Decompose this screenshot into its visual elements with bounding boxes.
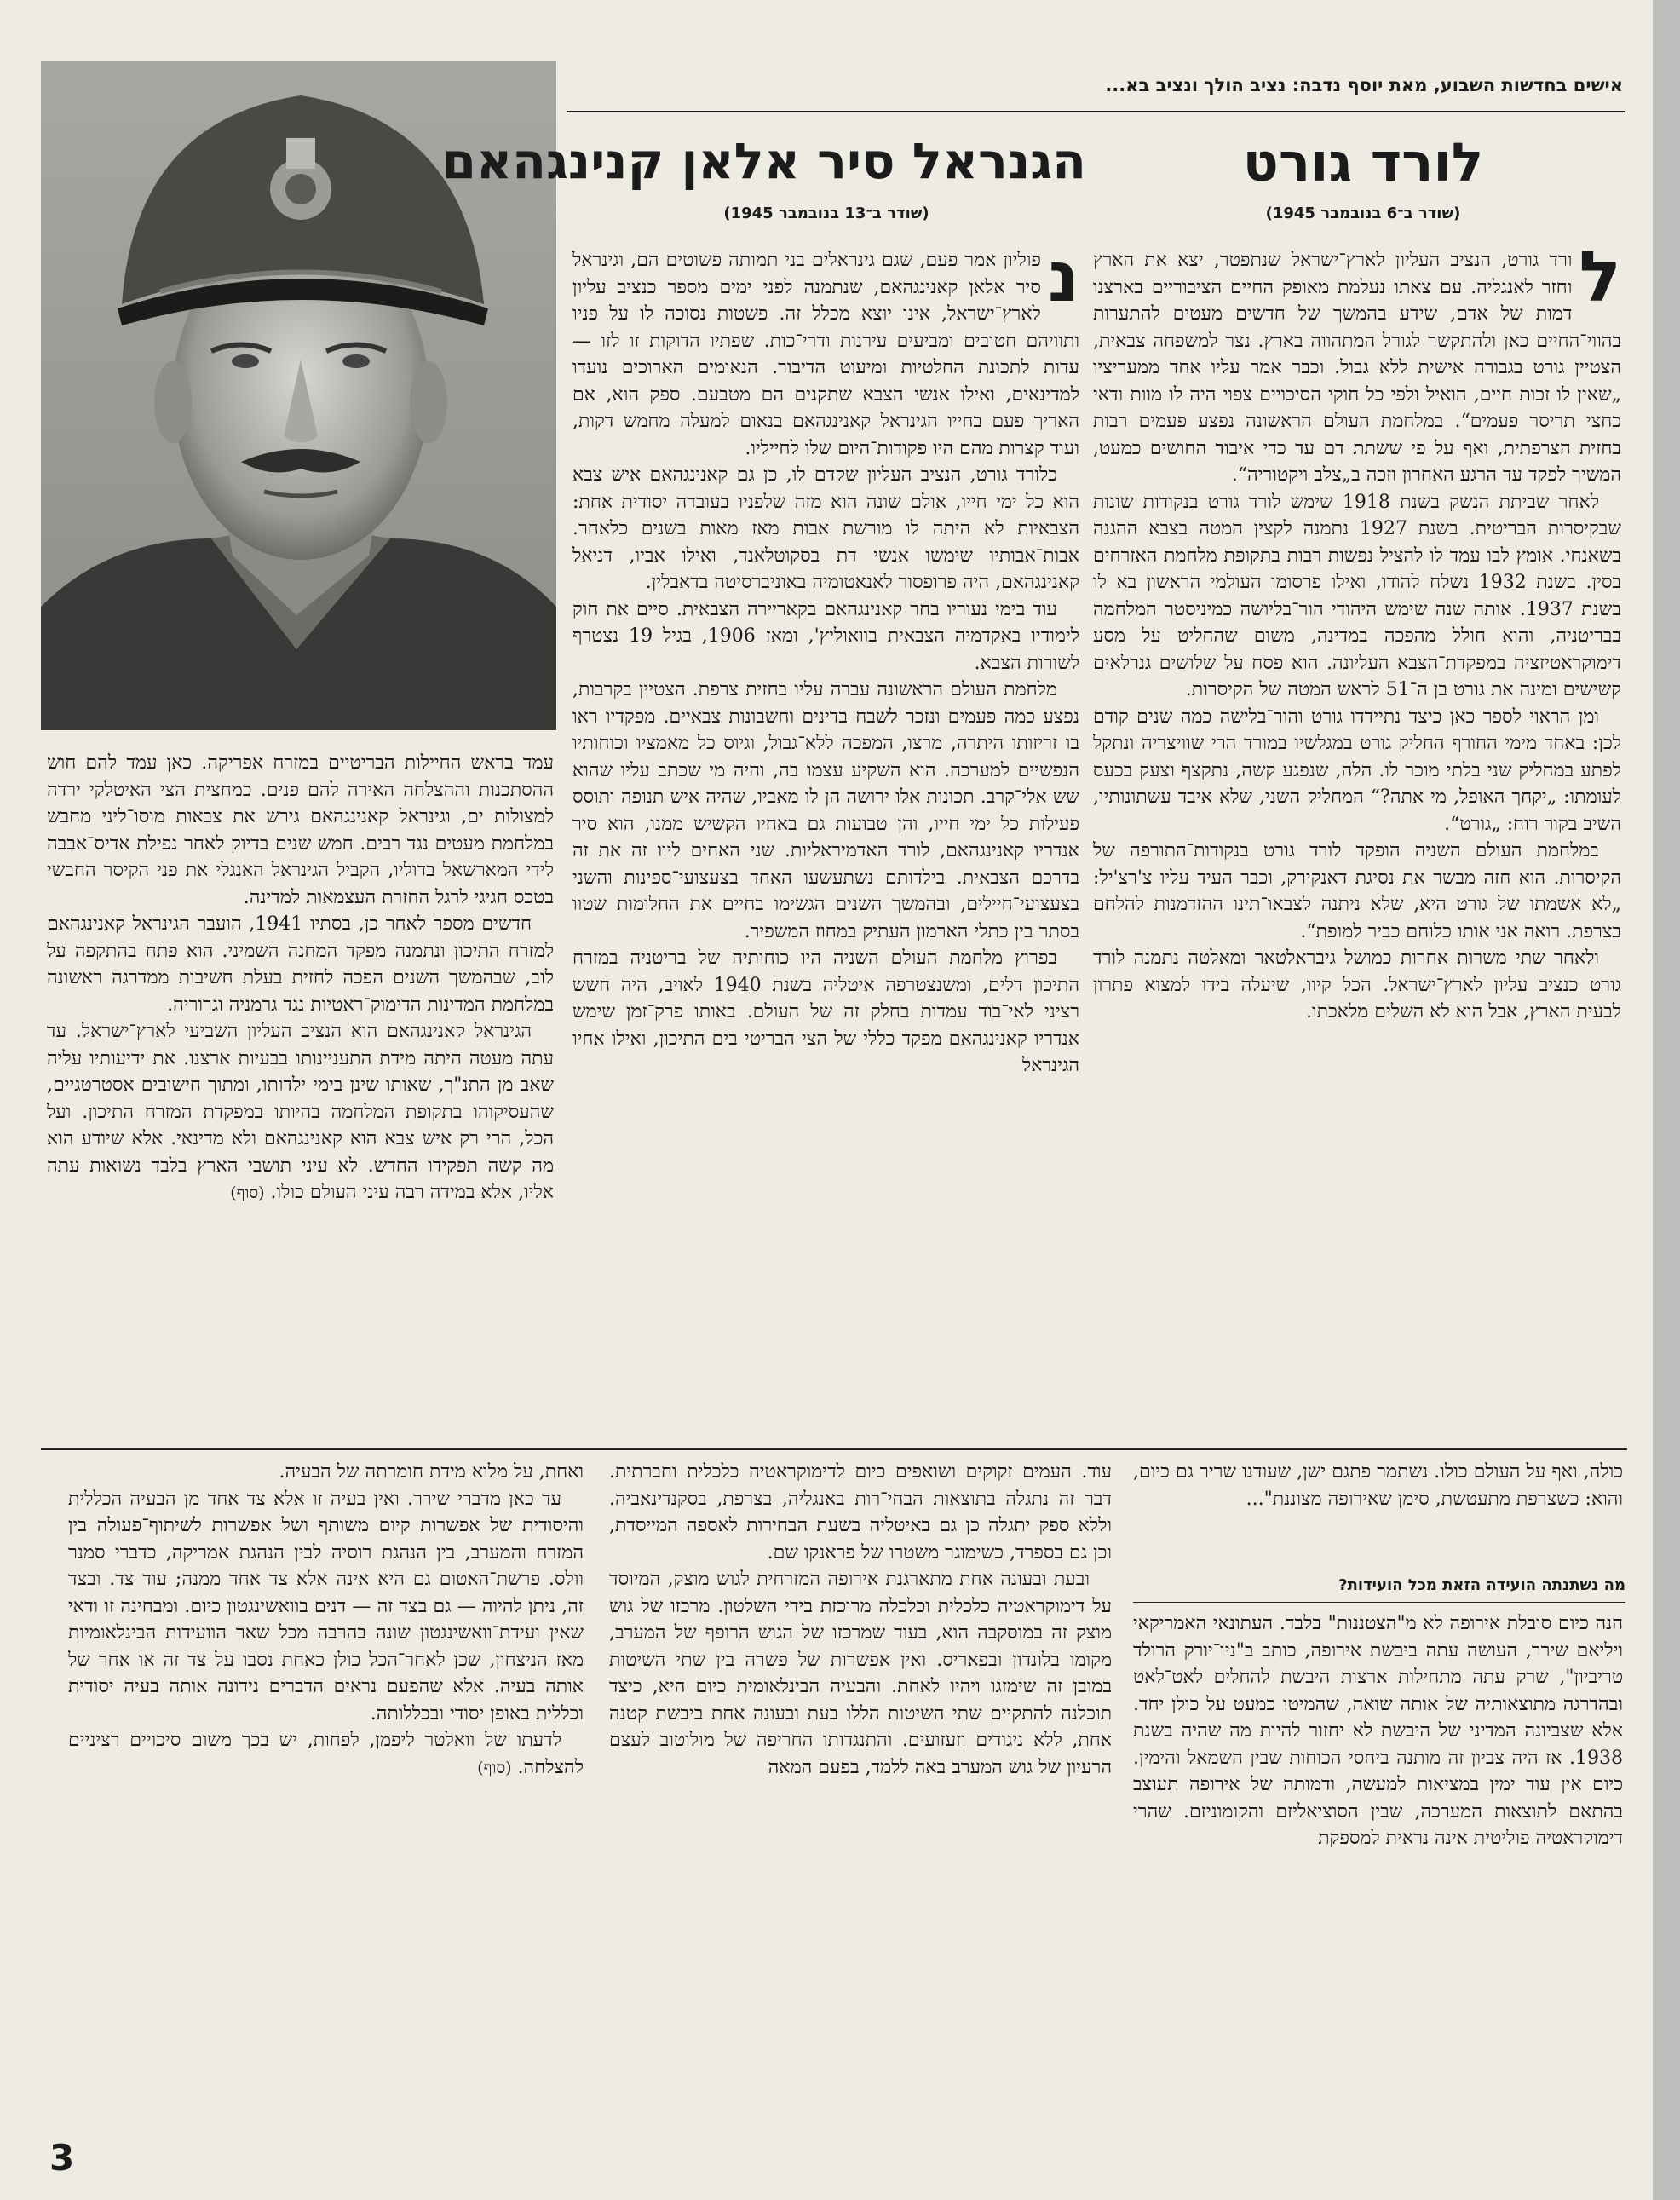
bottom-col-1-para-1: כולה, ואף על העולם כולו. נשתמר פתגם ישן, שעודנו שריר גם כיום, והוא: כשצרפת מתעטשת, סימן שאירופה מצוננת"... (1133, 1461, 1623, 1510)
bottom-col-2-para-1: עוד. העמים זקוקים ושואפים כיום לדימוקראטיה כלכלית וחברתית. דבר זה נתגלה בתוצאות הבחי־רות באנגליה, בצרפת, בסקנדינאביה. וללא ספק יתגלה כן גם באיטליה בשעת הבחירות לאספה המייסדת, וכן גם בספרד, כשימוגר משטרו של פראנקו שם. (609, 1461, 1112, 1564)
article-1-title: לורד גורט (1242, 131, 1484, 193)
bottom-col-2 (609, 1459, 1112, 2123)
bottom-col-1-top (1133, 1459, 1623, 1569)
continuation-para-3: הגינראל קאנינגהאם הוא הנציב העליון השביעי לארץ־ישראל. עד עתה מעטה היתה מידת התעניינותו בבעיות ארצנו. את ידיעותיו עליה שאב מן התנ"ך, שאותו שינן בימי ילדותו, ומתוך חישובים אסטרטגיים, שהעסיקוהו בתקופת המלחמה בהיותו במפקדת המזרח התיכון. ועל הכל, הרי רק איש צבא הוא קאנינגהאם ולא מדינאי. אלא שיודע הוא מה קשה תפקידו החדש. לא עיני תושבי הארץ בלבד נשואות עתה אליו, אלא במידה רבה עיני העולם כולו. (סוף) (47, 1021, 554, 1203)
article-1-body (1093, 247, 1621, 1436)
bottom-subtitle: מה נשתנתה הועידה הזאת מכל הועידות? (1338, 1576, 1625, 1594)
article-1-para-4: במלחמת העולם השניה הופקד לורד גורט בנקודות־התורפה של הקיסרות. הוא חזה מבשר את נסיגת דאנקירק, וכבר העיד עליו צ'רצ'יל: „לא אשמתו של גורט היא, שלא ניתנה לצבאו־תינו ההזדמנות להלחם בצרפת. רואה אני אותו כלוחם כביר למופת“. (1093, 840, 1621, 942)
article-1-para-5: ולאחר שתי משרות אחרות כמושל גיבראלטאר ומאלטה נתמנה לורד גורט כנציב עליון לארץ־ישראל. הכל קיוו, שיעלה בידו למצוא פתרון לבעית הארץ, אבל הוא לא השלים מלאכתו. (1093, 947, 1621, 1022)
header-rule (567, 111, 1625, 112)
bottom-col-3-para-3: לדעתו של וואלטר ליפמן, לפחות, יש בכך משום סיכויים רציניים להצלחה. (סוף) (68, 1730, 584, 1778)
article-2-para-3: עוד בימי נעוריו בחר קאנינגהאם בקאריירה הצבאית. סיים את חוק לימודיו באקדמיה הצבאית בוואוליץ', ומאז 1906, בגיל 19 נצטרף לשורות הצבא. (572, 598, 1079, 674)
article-2-continuation (47, 750, 554, 1436)
page-edge (1653, 0, 1680, 2200)
article-2-para-1: נ פוליון אמר פעם, שגם גינראלים בני תמותה פשוטים הם, וגינראל סיר אלאן קאנינגהאם, שנתמנה לפני ימים מספר כנציב עליון לארץ־ישראל, אינו יוצא מכלל זה. פשטות נסוכה לו על פניו ותוויהם חטובים ומביעים עירנות ודרי־כות. שפתיו הדוקות זו לזו — עדות לתכונת החלטיות ומיעוט הדיבור. הנאומים הארוכים נועדו למדינאים, ואילו אנשי הצבא שתקנים הם מטבעם. ספק הוא, אם האריך פעם בחייו הגינראל קאנינגהאם בנאום למעלה מחמש דקות, ועוד קצרות מהם היו פקודות־היום שלו לחייליו. (572, 247, 1079, 459)
bottom-col-3-para-1: ואחת, על מלוא מידת חומרתה של הבעיה. (279, 1461, 584, 1483)
bottom-col-2-para-2: ובעת ובעונה אחת מתארגנת אירופה המזרחית לגוש מוצק, המיוסד על דימוקראטיה כלכלית וכלכלה מרוכזת בידי השלטון. מרכזו של גוש מוצק זה במוסקבה הוא, בעוד שמרכזו של הגוש הרופף של המערב, מקומו בלונדון ובפאריס. ואין אפשרות של פשרה בין שתי השיטות במובן זה שימזגו ויהיו לאחת. והבעיה הבינלאומית כיום היא, כיצד תוכלנה להתקיים שתי השיטות הללו בעת ובעונה אחת ביבשת קטנה אחת, ללא ניגודים וזעזועים. והתנגדותו החריפה של מולוטוב לעצם הרעיון של גוש המערב באה ללמד, בפעם המאה (609, 1569, 1112, 1778)
article-1-para-1: ל ורד גורט, הנציב העליון לארץ־ישראל שנתפטר, יצא את הארץ וחזר לאנגליה. עם צאתו נעלמת מאופק החיים הציבוריים בארצנו דמות של אדם, שידע בהמשך של חדשים מעטים להתערות בהווי־החיים כאן ולהתקשר לגורל המתהווה בארץ. נצר למשפחה צבאית, הצטיין גורט בגבורה אישית ללא גבול. וכבר אמר עליו אחד ממעריציו „שאין לו זכות חיים, הואיל ולפי כל חוקי הסיכויים צפוי היה לו מוות ודאי כחצי תריסר פעמים“. במלחמת העולם הראשונה נפצע פעמים רבות בחזית הצרפתית, ואף על פי ששתת דם עד כדי איבוד החושים כמעט, המשיך לפקד עד הרגע האחרון וזכה ב„צלב ויקטוריה“. (1093, 247, 1621, 486)
end-mark: (סוף) (230, 1184, 265, 1202)
bottom-col-3 (68, 1459, 584, 2115)
page-header: אישים בחדשות השבוע, מאת יוסף נדבה: נציב הולך ונציב בא... (1105, 75, 1623, 95)
continuation-para-1: עמד בראש החיילות הבריטיים במזרח אפריקה. כאן עמד להם חוש ההסתכנות וההצלחה האירה להם פנים. כמחצית הצי האיטלקי ירדה למצולות ים, וגינראל קאנינגהאם גירש את צבאות מוסו־ליני מחבש במלחמת מעטים נגד רבים. חמש שנים בדיוק לאחר נפילת אדיס־אבבה לידי המארשאל בדוליו, הקביל הגינראל האנגלי את פני הקיסר החבשי בטכס חגיגי לרגל החזרת העצמאות למדינה. (47, 752, 554, 908)
article-2-date: (שודר ב־13 בנובמבר 1945) (723, 204, 929, 222)
article-2-title: הגנראל סיר אלאן קנינגהאם (441, 132, 1086, 190)
bottom-end-mark: (סוף) (477, 1758, 512, 1777)
article-2-dropcap: נ (1047, 247, 1079, 318)
bottom-col-1-para-2: הנה כיום סובלת אירופה לא מ"הצטננות" בלבד. העתונאי האמריקאי ויליאם שירר, העושה עתה ביבשת אירופה, כותב ב"ניו־יורק הרולד טריביון", שרק עתה מתחילות ארצות היבשת להחלים לאט־לאט ובהדרגה מתוצאותיה של אותה שואה, שהמיטו כמעט על כולן יחד. אלא שצביונה המדיני של היבשת לא יחזור להיות מה שהיה בשנת 1938. אז היה צביון זה מותנה ביחסי הכוחות שבין השמאל והימין. כיום אין עוד ימין במציאות למעשה, ודמותה של אירופה תעוצב בהתאם לתוצאות המערכה, שבין הסוציאליזם והקומוניזם. שהרי דימוקראטיה פוליטית אינה נראית למספקת (1133, 1613, 1623, 1849)
article-2-para-4: מלחמת העולם הראשונה עברה עליו בחזית צרפת. הצטיין בקרבות, נפצע כמה פעמים ונזכר לשבח בדינים וחשבונות צבאיים. מפקדיו ראו בו זריזותו היתרה, מרצו, המפכה ללא־גבול, וגיוס כל מאמציו וכוחותיו הנפשיים למערכה. הוא השקיע עצמו בה, והיה מי שכתב עליו שהוא שש אלי־קרב. תכונות אלו ירושה הן לו מאביו, שהיה איש תנופה ותוסס פעילות כל ימי חייו, והן טבועות גם באחיו הקשיש ממנו, הוא סיר אנדריו קאנינגהאם, לורד האדמיראליות. שני האחים ליוו זה את זה בדרכם הצבאית. בילדותם נשתעשעו האחד בצעצועי־ספינות והשני בצעצועי־חיילים, ובהמשך השנים הגשימו בחיים את החלומות שטוו בסתר בין כתלי הארמון העתיק במחוז המשפיר. (572, 679, 1079, 942)
subtitle-rule (1133, 1602, 1625, 1603)
article-2-para-2: כלורד גורט, הנציב העליון שקדם לו, כן גם קאנינגהאם איש צבא הוא כל ימי חייו, אולם שונה הוא מזה שלפניו בעובדה יסודית אחת: הצבאיות לא היתה לו מורשת אבות מאז מאות בשנים כלאחר. אבות־אבותיו שימשו אנשי דת בסקוטלאנד, ואילו אביו, דניאל קאנינגהאם, היה פרופסור לאנאטומיה באוניברסיטה בדאבלין. (572, 464, 1079, 593)
page-number: 3 (49, 2137, 75, 2179)
article-1-para-3: ומן הראוי לספר כאן כיצד נתיידדו גורט והור־בלישה כמה שנים קודם לכן: באחד מימי החורף החליק גורט במגלשיו במורד הרי שוויצריה ונתקל לפתע במחליק שני בלתי מוכר לו. הלה, שנפגע קשה, נתקצף וצעק בכעס לעומתו: „יקחך האופל, מי אתה?“ המחליק השני, שלא איבד עשתונותיו, השיב בקור רוח: „גורט“. (1093, 705, 1621, 835)
article-1-dropcap: ל (1579, 247, 1621, 318)
bottom-col-3-para-2: עד כאן מדברי שירר. ואין בעיה זו אלא צד אחד מן הבעיה הכללית והיסודית של אפשרות קיום משותף ושל אפשרות לשיתוף־פעולה בין המזרח והמערב, בין הנהגת רוסיה לבין הנהגת אמריקה, כדברי סמנר וולס. פרשת־האטום גם היא אינה אלא צד אחד ממנה; עוד צד. ובצד זה, ניתן להיוה — גם בצד זה — דנים בוואשינגטון כיום. ומבחינה זו ודאי שאין ועידת־וואשינגטון שונה בהרבה מכל שאר הוועידות הבינלאומיות מאז הניצחון, שכן לאחר־הכל כולן כאחת נסבו על צד זה או אחר של אותה בעיה. אלא שהפעם נראים הדברים נידונה אותה בעיה יסודית וכללית באופן יסודי ובכללותה. (68, 1488, 584, 1725)
article-2-body (572, 247, 1079, 1436)
article-2-para-5: בפרוץ מלחמת העולם השניה היו כוחותיה של בריטניה במזרח התיכון דלים, ומשנצטרפה איטליה בשנת 1940 לאויב, היה חשש רציני לאי־בוד עמדות בחלק זה של העולם. באותו פרק־זמן שימש אנדריו קאנינגהאם מפקד כללי של הצי הבריטי בים התיכון, ואילו אחיו הגינראל (572, 947, 1079, 1076)
continuation-para-2: חדשים מספר לאחר כן, בסתיו 1941, הועבר הגינראל קאנינגהאם למזרח התיכון ונתמנה מפקד המחנה השמיני. הוא פתח בהתקפה על לוב, שבהמשך השנים הפכה לחזית בעלת חשיבות ממדרגה ראשונה במלחמת המדינות הדימוק־ראטיות נגד גרמניה וגרוריה. (47, 913, 554, 1016)
article-1-date: (שודר ב־6 בנובמבר 1945) (1265, 204, 1461, 222)
bottom-col-1-body (1133, 1610, 1623, 2122)
section-divider (41, 1448, 1627, 1450)
article-1-para-2: לאחר שביתת הנשק בשנת 1918 שימש לורד גורט בנקודות שונות שבקיסרות הבריטית. בשנת 1927 נתמנה לקצין המטה בצבא ההגנה בשאנחי. אומץ לבו עמד לו להציל נפשות רבות בתקופת מלחמת האזרחים בסין. בשנת 1932 נשלח להודו, ואילו פרסומו העולמי הראשון בא לו בשנת 1937. אותה שנה שימש היהודי הור־בליושה כמיניסטר המלחמה בבריטניה, והוא חולל מהפכה במדינה, משום שהחליט על מסע דימוקראטיזציה במפקדת־הצבא העליונה. הוא פסח על שלושים גנרלאים קשישים ומינה את גורט בן ה־51 לראש המטה של הקיסרות. (1093, 491, 1621, 700)
